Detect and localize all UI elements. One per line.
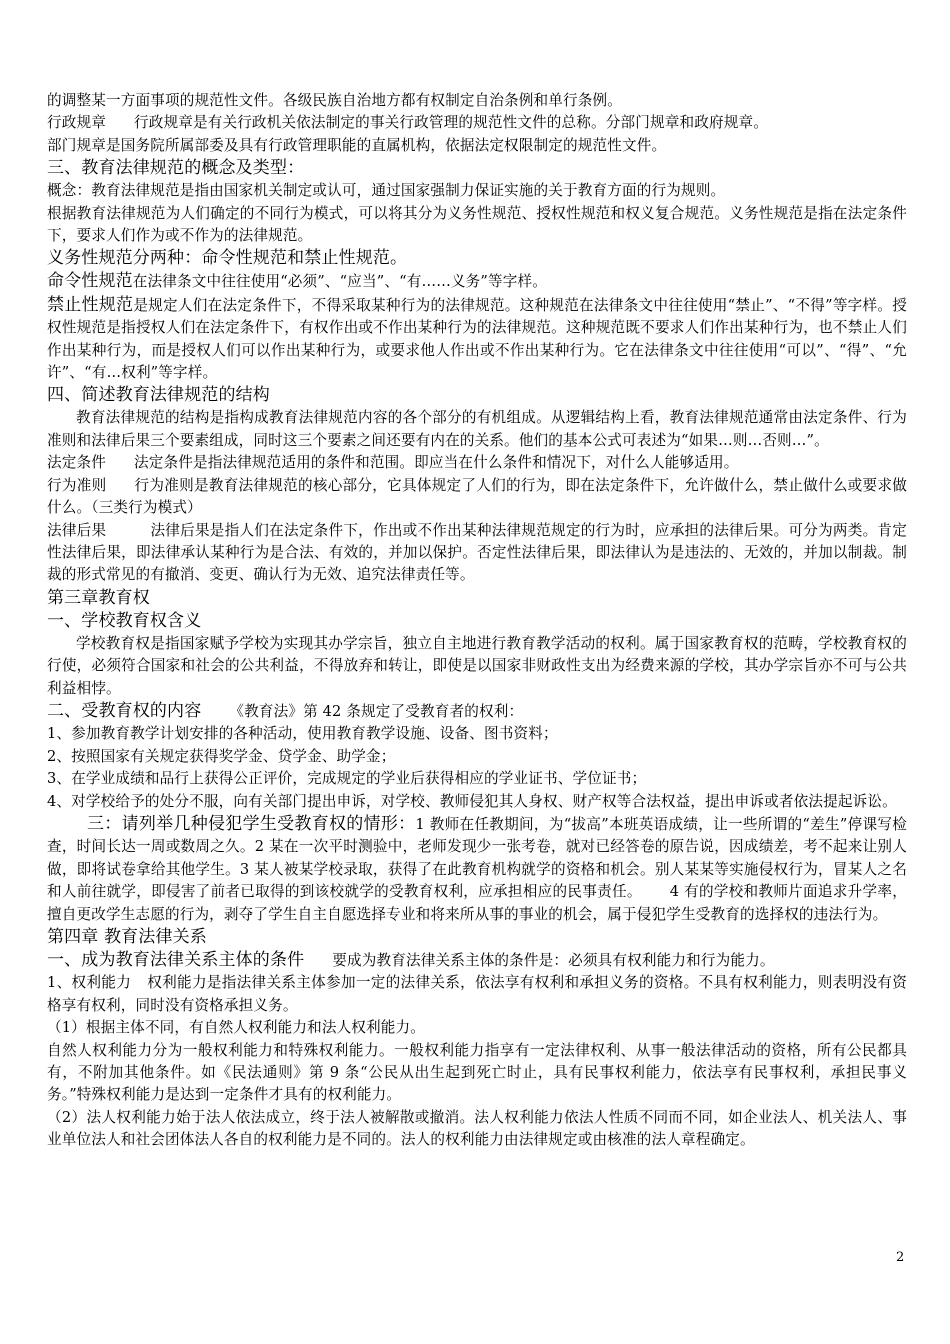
paragraph-capacity-subjects: （1）根据主体不同，有自然人权利能力和法人权利能力。 xyxy=(47,1019,426,1037)
chapter-3-title: 第三章教育权 xyxy=(47,587,150,608)
paragraph-command-norm xyxy=(47,270,907,293)
list-item-3: 3、在学业成绩和品行上获得公正评价，完成规定的学业后获得相应的学业证书、学位证书； xyxy=(47,770,647,788)
term-definition: 是规定人们在法定条件下，不得采取某种行为的法律规范。这种规范在法律条文中往往使用“禁止”、“不得”等字样。授权性规范是指授权人们在法定条件下，有权作出或不作出某种行为的法律规范。这种规范既不要求人们作出某种行为，也不禁止人们作出某种行为，而是授权人们可以作出某种行为，或要求他人作出或不作出某种行为。它在法律条文中往往使用“可以”、“得”、“允许”、“有…权利”等字样。 xyxy=(47,296,908,382)
term-label: 法律后果 xyxy=(47,521,107,539)
section-heading-3: 三、教育法律规范的概念及类型： xyxy=(47,158,305,179)
paragraph-natural-person-capacity: 自然人权利能力分为一般权利能力和特殊权利能力。一般权利能力指享有一定法律权利、从事一般法律活动的资格，所有公民都具有，不附加其他条件。如《民法通则》第 9 条“公民从出生起到死亡时止，具有民事权利能力，依法享有民事权利，承担民事义务。”特殊权利能力是达到一定条件才具有的权利能力。 xyxy=(47,1041,907,1104)
list-item-4: 4、对学校给予的处分不服，向有关部门提出申诉，对学校、教师侵犯其人身权、财产权等合法权益，提出申诉或者依法提起诉讼。 xyxy=(47,792,897,810)
term-label: 禁止性规范 xyxy=(47,294,134,315)
chapter-3-section-1: 一、学校教育权含义 xyxy=(47,610,202,631)
paragraph-administrative-rules xyxy=(47,112,907,134)
term-label: 行政规章 xyxy=(47,114,106,132)
term-label: 法定条件 xyxy=(47,454,106,472)
chapter-4-section-1: 一、成为教育法律关系主体的条件 xyxy=(47,950,305,970)
cases-text-continued: 4 有的学校和教师片面追求升学率，擅自更改学生志愿的行为，剥夺了学生自主自愿选择专业和将来所从事的事业的机会，属于侵犯学生受教育的选择权的违法行为。 xyxy=(47,883,907,923)
term-definition: 在法律条文中往往使用“必须”、“应当”、“有……义务”等字样。 xyxy=(132,273,548,291)
paragraph-infringement-cases xyxy=(47,813,907,926)
term-definition: 行政规章是有关行政机关依法制定的事关行政管理的规范性文件的总称。分部门规章和政府规章。 xyxy=(133,114,768,132)
term-label: 1、权利能力 xyxy=(47,974,132,992)
paragraph-education-right-content xyxy=(47,700,907,723)
section-intro: 要成为教育法律关系主体的条件是：必须具有权利能力和行为能力。 xyxy=(332,952,775,969)
section-heading-4: 四、简述教育法律规范的结构 xyxy=(47,385,270,406)
term-label: 命令性规范 xyxy=(47,271,133,292)
paragraph-department-rules: 部门规章是国务院所属部委及具有行政管理职能的直属机构，依据法定权限制定的规范性文件。 xyxy=(47,136,667,154)
paragraph-autonomy-regulations: 的调整某一方面事项的规范性文件。各级民族自治地方都有权制定自治条例和单行条例。 xyxy=(47,92,623,109)
paragraph-school-right: 学校教育权是指国家赋予学校为实现其办学宗旨，独立自主地进行教育教学活动的权利。属于国家教育权的范畴，学校教育权的行使，必须符合国家和社会的公共利益，不得放弃和转让，即使是以国家非财政性支出为经费来源的学校，其办学宗旨亦不可与公共利益相悖。 xyxy=(47,634,907,697)
paragraph-behavior-rule xyxy=(47,475,907,520)
term-definition: 法律后果是指人们在法定条件下，作出或不作出某种法律规范规定的行为时，应承担的法律后果。可分为两类。肯定性法律后果，即法律承认某种行为是合法、有效的，并加以保护。否定性法律后果，即法律认为是违法的、无效的，并加以制裁。制裁的形式常见的有撤消、变更、确认行为无效、追究法律责任等。 xyxy=(47,521,908,584)
paragraph-legal-person-capacity: （2）法人权利能力始于法人依法成立，终于法人被解散或撤消。法人权利能力依法人性质不同而不同，如企业法人、机关法人、事业单位法人和社会团体法人各自的权利能力是不同的。法人的权利能力由法律规定或由核准的法人章程确定。 xyxy=(47,1108,907,1149)
list-item-2: 2、按照国家有关规定获得奖学金、贷学金、助学金； xyxy=(47,747,396,765)
paragraph-concept: 概念：教育法律规范是指由国家机关制定或认可，通过国家强制力保证实施的关于教育方面的行为规则。 xyxy=(47,182,726,200)
chapter-3-section-3: 三：请列举几种侵犯学生受教育权的情形： xyxy=(87,813,416,834)
cases-text: 1 教师在任教期间，为“拔高”本班英语成绩，让一些所谓的“差生”停课写检查，时间长达一周或数周之久。2 某在一次平时测验中，老师发现少一张考卷，就对已经答卷的原告说，因成绩差，考不起来让别人做，即将试卷拿给其他学生。3 某人被某学校录取，获得了在此教育机构就学的资格和机会。别人某某等实施侵权行为，冒某人之名和人前往就学，即侵害了前者已取得的到该校就学的受教育权利，应承担相应的民事责任。 xyxy=(47,815,907,901)
term-label: 行为准则 xyxy=(47,476,107,494)
page-number: 2 xyxy=(896,1250,905,1265)
paragraph-legal-consequence xyxy=(47,520,907,587)
paragraph-legal-condition xyxy=(47,452,907,474)
term-definition: 法定条件是指法律规范适用的条件和范围。即应当在什么条件和情况下，对什么人能够适用。 xyxy=(133,454,739,472)
term-definition: 权利能力是指法律关系主体参加一定的法律关系，依法享有权利和承担义务的资格。不具有权利能力，则表明没有资格享有权利，同时没有资格承担义务。 xyxy=(47,974,907,1014)
paragraph-rights-capacity xyxy=(47,972,907,1017)
chapter-3-section-2: 二、受教育权的内容 xyxy=(47,700,202,721)
paragraph-norm-types: 根据教育法律规范为人们确定的不同行为模式，可以将其分为义务性规范、授权性规范和权义复合规范。义务性规范是指在法定条件下，要求人们作为或不作为的法律规范。 xyxy=(47,204,907,245)
paragraph-structure: 教育法律规范的结构是指构成教育法律规范内容的各个部分的有机组成。从逻辑结构上看，教育法律规范通常由法定条件、行为准则和法律后果三个要素组成，同时这三个要素之间还要有内在的关系。他们的基本公式可表述为“如果…则…否则…”。 xyxy=(47,409,907,449)
chapter-4-title: 第四章 教育法律关系 xyxy=(47,927,207,947)
paragraph-subject-conditions xyxy=(47,949,907,972)
list-item-1: 1、参加教育教学计划安排的各种活动，使用教育教学设施、设备、图书资料； xyxy=(47,725,558,743)
term-definition: 行为准则是教育法律规范的核心部分，它具体规定了人们的行为，即在法定条件下，允许做什么，禁止做什么或要求做什么。（三类行为模式） xyxy=(47,476,907,517)
duty-norm-types: 义务性规范分两种：命令性规范和禁止性规范。 xyxy=(47,248,408,269)
page-body xyxy=(47,90,907,1152)
section-intro: 《教育法》第 42 条规定了受教育者的权利： xyxy=(229,702,524,720)
paragraph-prohibit-norm xyxy=(47,294,907,385)
